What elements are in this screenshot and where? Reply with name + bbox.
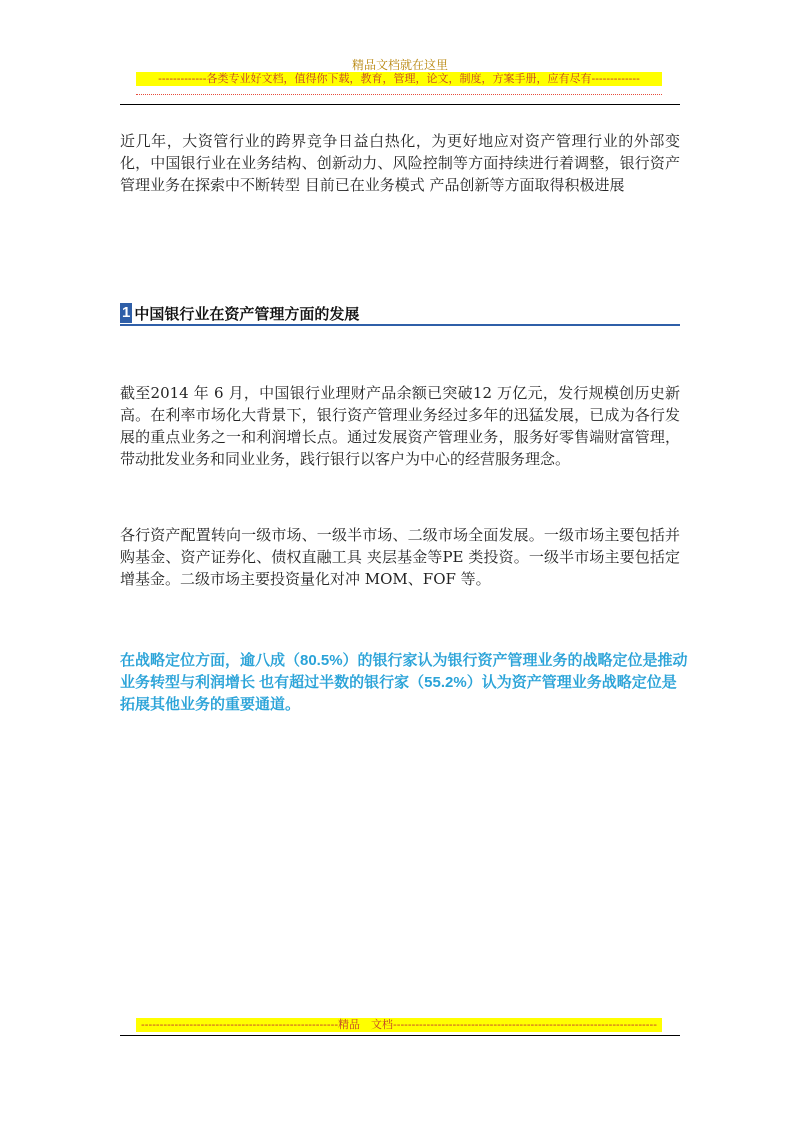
footer-bar: -----------------------------------------------------精品 文档----------------------------------------------------------------------- (136, 1018, 662, 1032)
header-dotted-divider (136, 94, 662, 95)
body-paragraph: 各行资产配置转向一级市场、一级半市场、二级市场全面发展。一级市场主要包括并购基金、资产证券化、债权直融工具 夹层基金等PE 类投资。一级半市场主要包括定增基金。二级市场主要投资量化对冲 MOM、FOF 等。 (120, 526, 680, 588)
header-tagline: -------------各类专业好文档，值得你下载，教育，管理，论文，制度，方案手册，应有尽有------------- (136, 72, 662, 86)
footer-rule (120, 1035, 680, 1036)
header-title: 精品文档就在这里 (351, 58, 448, 72)
body-paragraph: 截至2014 年 6 月，中国银行业理财产品余额已突破12 万亿元，发行规模创历史新高。在利率市场化大背景下，银行资产管理业务经过多年的迅猛发展，已成为各行发展的重点业务之一和利润增长点。通过发展资产管理业务，服务好零售端财富管理，带动批发业务和同业业务，践行银行以客户为中心的经营服务理念。 (120, 384, 680, 468)
section-title: 中国银行业在资产管理方面的发展 (134, 305, 360, 323)
intro-paragraph: 近几年，大资管行业的跨界竞争日益白热化，为更好地应对资产管理行业的外部变化，中国银行业在业务结构、创新动力、风险控制等方面持续进行着调整，银行资产管理业务在探索中不断转型 目前已在业务模式 产品创新等方面取得积极进展 (120, 132, 680, 194)
section-number: 1 (122, 304, 131, 321)
section-heading (120, 302, 680, 326)
header-rule (120, 104, 680, 105)
highlight-paragraph: 在战略定位方面，逾八成（80.5%）的银行家认为银行资产管理业务的战略定位是推动业务转型与利润增长 也有超过半数的银行家（55.2%）认为资产管理业务战略定位是拓展其他业务的重要通道。 (120, 652, 688, 713)
